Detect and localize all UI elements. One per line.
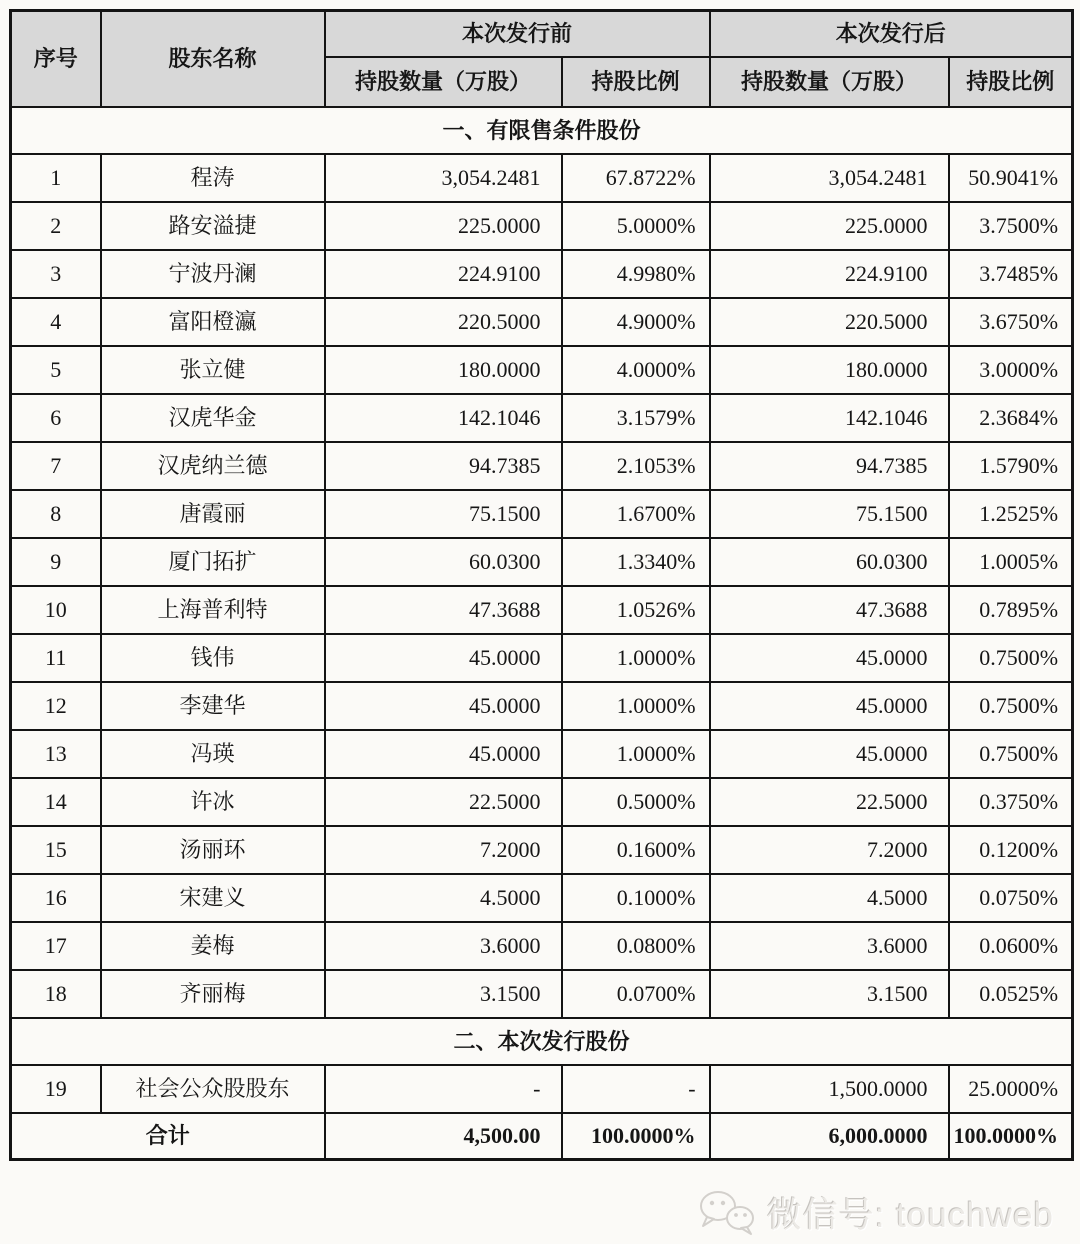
pct-after: 0.0600% bbox=[949, 922, 1073, 970]
total-label: 合计 bbox=[11, 1113, 325, 1160]
pct-after: 1.5790% bbox=[949, 442, 1073, 490]
qty-before: 3,054.2481 bbox=[325, 154, 562, 202]
pct-before: 4.9000% bbox=[562, 298, 710, 346]
row-index: 11 bbox=[11, 634, 101, 682]
qty-after: 45.0000 bbox=[710, 634, 949, 682]
row-index: 3 bbox=[11, 250, 101, 298]
section-restricted-shares bbox=[11, 107, 1073, 154]
table-row bbox=[11, 874, 1073, 922]
pct-before: 4.9980% bbox=[562, 250, 710, 298]
shareholder-name: 汤丽环 bbox=[101, 826, 325, 874]
shareholder-name: 姜梅 bbox=[101, 922, 325, 970]
section-title: 二、本次发行股份 bbox=[11, 1018, 1073, 1065]
table-row bbox=[11, 778, 1073, 826]
pct-after: 0.0525% bbox=[949, 970, 1073, 1018]
qty-before: 180.0000 bbox=[325, 346, 562, 394]
section-title: 一、有限售条件股份 bbox=[11, 107, 1073, 154]
table-row bbox=[11, 970, 1073, 1018]
header-qty-before: 持股数量（万股） bbox=[325, 57, 562, 107]
qty-after: 22.5000 bbox=[710, 778, 949, 826]
pct-before: 0.0800% bbox=[562, 922, 710, 970]
qty-before: 45.0000 bbox=[325, 730, 562, 778]
row-index: 8 bbox=[11, 490, 101, 538]
qty-after: 180.0000 bbox=[710, 346, 949, 394]
qty-after: 47.3688 bbox=[710, 586, 949, 634]
shareholder-name: 程涛 bbox=[101, 154, 325, 202]
pct-after: 3.0000% bbox=[949, 346, 1073, 394]
pct-before: 1.0526% bbox=[562, 586, 710, 634]
qty-before: 142.1046 bbox=[325, 394, 562, 442]
table-row bbox=[11, 154, 1073, 202]
row-index: 13 bbox=[11, 730, 101, 778]
shareholder-name: 许冰 bbox=[101, 778, 325, 826]
header-qty-after: 持股数量（万股） bbox=[710, 57, 949, 107]
total-qty-before: 4,500.00 bbox=[325, 1113, 562, 1160]
table-row bbox=[11, 250, 1073, 298]
row-index: 18 bbox=[11, 970, 101, 1018]
qty-before: 45.0000 bbox=[325, 634, 562, 682]
qty-before: 220.5000 bbox=[325, 298, 562, 346]
total-pct-after: 100.0000% bbox=[949, 1113, 1073, 1160]
qty-before: 224.9100 bbox=[325, 250, 562, 298]
shareholder-name: 齐丽梅 bbox=[101, 970, 325, 1018]
qty-after: 224.9100 bbox=[710, 250, 949, 298]
qty-after: 7.2000 bbox=[710, 826, 949, 874]
pct-before: 5.0000% bbox=[562, 202, 710, 250]
pct-after: 2.3684% bbox=[949, 394, 1073, 442]
pct-after: 3.7500% bbox=[949, 202, 1073, 250]
pct-after: 0.0750% bbox=[949, 874, 1073, 922]
qty-after: 3.1500 bbox=[710, 970, 949, 1018]
pct-after: 0.7895% bbox=[949, 586, 1073, 634]
header-pct-after: 持股比例 bbox=[949, 57, 1073, 107]
pct-after: 0.7500% bbox=[949, 682, 1073, 730]
table-row bbox=[11, 298, 1073, 346]
shareholder-name: 宁波丹澜 bbox=[101, 250, 325, 298]
shareholder-name: 汉虎纳兰德 bbox=[101, 442, 325, 490]
pct-before: 67.8722% bbox=[562, 154, 710, 202]
shareholder-name: 厦门拓扩 bbox=[101, 538, 325, 586]
row-index: 15 bbox=[11, 826, 101, 874]
row-index: 9 bbox=[11, 538, 101, 586]
table-row bbox=[11, 586, 1073, 634]
shareholder-name: 冯瑛 bbox=[101, 730, 325, 778]
table-row bbox=[11, 442, 1073, 490]
table-row bbox=[11, 826, 1073, 874]
shareholder-name: 张立健 bbox=[101, 346, 325, 394]
shareholder-name: 富阳橙瀛 bbox=[101, 298, 325, 346]
qty-after: 3.6000 bbox=[710, 922, 949, 970]
table-row bbox=[11, 682, 1073, 730]
pct-after: 0.7500% bbox=[949, 730, 1073, 778]
row-index: 4 bbox=[11, 298, 101, 346]
pct-after: 3.6750% bbox=[949, 298, 1073, 346]
header-group-after: 本次发行后 bbox=[710, 11, 1073, 58]
shareholder-name: 唐霞丽 bbox=[101, 490, 325, 538]
qty-after: 60.0300 bbox=[710, 538, 949, 586]
header-pct-before: 持股比例 bbox=[562, 57, 710, 107]
pct-before: 0.1600% bbox=[562, 826, 710, 874]
qty-after: 142.1046 bbox=[710, 394, 949, 442]
row-index: 10 bbox=[11, 586, 101, 634]
row-index: 6 bbox=[11, 394, 101, 442]
header-group-before: 本次发行前 bbox=[325, 11, 710, 58]
row-index: 5 bbox=[11, 346, 101, 394]
row-index: 16 bbox=[11, 874, 101, 922]
restricted-shares-rows bbox=[11, 154, 1073, 1018]
qty-after: 45.0000 bbox=[710, 730, 949, 778]
header-col-no: 序号 bbox=[11, 11, 101, 108]
pct-after: 0.3750% bbox=[949, 778, 1073, 826]
total-row bbox=[11, 1113, 1073, 1160]
qty-before: - bbox=[325, 1065, 562, 1113]
qty-after: 220.5000 bbox=[710, 298, 949, 346]
qty-after: 3,054.2481 bbox=[710, 154, 949, 202]
qty-before: 225.0000 bbox=[325, 202, 562, 250]
qty-after: 75.1500 bbox=[710, 490, 949, 538]
table-row bbox=[11, 1065, 1073, 1113]
qty-before: 94.7385 bbox=[325, 442, 562, 490]
table-row bbox=[11, 538, 1073, 586]
pct-after: 1.2525% bbox=[949, 490, 1073, 538]
section-new-issue-shares bbox=[11, 1018, 1073, 1065]
watermark-text: 微信号: touchweb bbox=[766, 1196, 1054, 1235]
pct-before: 0.0700% bbox=[562, 970, 710, 1018]
pct-after: 0.7500% bbox=[949, 634, 1073, 682]
row-index: 14 bbox=[11, 778, 101, 826]
qty-before: 60.0300 bbox=[325, 538, 562, 586]
total-pct-before: 100.0000% bbox=[562, 1113, 710, 1160]
row-index: 17 bbox=[11, 922, 101, 970]
shareholder-name: 宋建义 bbox=[101, 874, 325, 922]
table-row bbox=[11, 730, 1073, 778]
pct-before: - bbox=[562, 1065, 710, 1113]
table-row bbox=[11, 202, 1073, 250]
table-row bbox=[11, 394, 1073, 442]
qty-after: 94.7385 bbox=[710, 442, 949, 490]
pct-before: 1.0000% bbox=[562, 634, 710, 682]
pct-before: 1.0000% bbox=[562, 682, 710, 730]
qty-before: 3.6000 bbox=[325, 922, 562, 970]
qty-before: 7.2000 bbox=[325, 826, 562, 874]
qty-before: 75.1500 bbox=[325, 490, 562, 538]
pct-before: 0.1000% bbox=[562, 874, 710, 922]
table-row bbox=[11, 490, 1073, 538]
table-row bbox=[11, 346, 1073, 394]
qty-before: 4.5000 bbox=[325, 874, 562, 922]
pct-after: 50.9041% bbox=[949, 154, 1073, 202]
table-row bbox=[11, 634, 1073, 682]
shareholder-name: 汉虎华金 bbox=[101, 394, 325, 442]
row-index: 1 bbox=[11, 154, 101, 202]
qty-before: 45.0000 bbox=[325, 682, 562, 730]
pct-before: 3.1579% bbox=[562, 394, 710, 442]
row-index: 19 bbox=[11, 1065, 101, 1113]
row-index: 7 bbox=[11, 442, 101, 490]
qty-after: 45.0000 bbox=[710, 682, 949, 730]
table-header bbox=[11, 11, 1073, 108]
watermark bbox=[695, 1187, 1054, 1239]
shareholder-name: 钱伟 bbox=[101, 634, 325, 682]
qty-before: 3.1500 bbox=[325, 970, 562, 1018]
pct-after: 0.1200% bbox=[949, 826, 1073, 874]
pct-before: 2.1053% bbox=[562, 442, 710, 490]
table-row bbox=[11, 922, 1073, 970]
row-index: 12 bbox=[11, 682, 101, 730]
pct-before: 1.0000% bbox=[562, 730, 710, 778]
wechat-icon bbox=[695, 1187, 759, 1239]
qty-after: 4.5000 bbox=[710, 874, 949, 922]
pct-before: 0.5000% bbox=[562, 778, 710, 826]
total-qty-after: 6,000.0000 bbox=[710, 1113, 949, 1160]
row-index: 2 bbox=[11, 202, 101, 250]
pct-before: 1.3340% bbox=[562, 538, 710, 586]
shareholder-name: 路安溢捷 bbox=[101, 202, 325, 250]
pct-after: 1.0005% bbox=[949, 538, 1073, 586]
qty-after: 225.0000 bbox=[710, 202, 949, 250]
pct-before: 1.6700% bbox=[562, 490, 710, 538]
shareholder-structure-table bbox=[9, 9, 1074, 1161]
qty-after: 1,500.0000 bbox=[710, 1065, 949, 1113]
shareholder-name: 上海普利特 bbox=[101, 586, 325, 634]
pct-before: 4.0000% bbox=[562, 346, 710, 394]
public-shares-rows bbox=[11, 1065, 1073, 1113]
shareholder-name: 李建华 bbox=[101, 682, 325, 730]
shareholder-name: 社会公众股股东 bbox=[101, 1065, 325, 1113]
pct-after: 25.0000% bbox=[949, 1065, 1073, 1113]
pct-after: 3.7485% bbox=[949, 250, 1073, 298]
header-col-name: 股东名称 bbox=[101, 11, 325, 108]
qty-before: 47.3688 bbox=[325, 586, 562, 634]
qty-before: 22.5000 bbox=[325, 778, 562, 826]
